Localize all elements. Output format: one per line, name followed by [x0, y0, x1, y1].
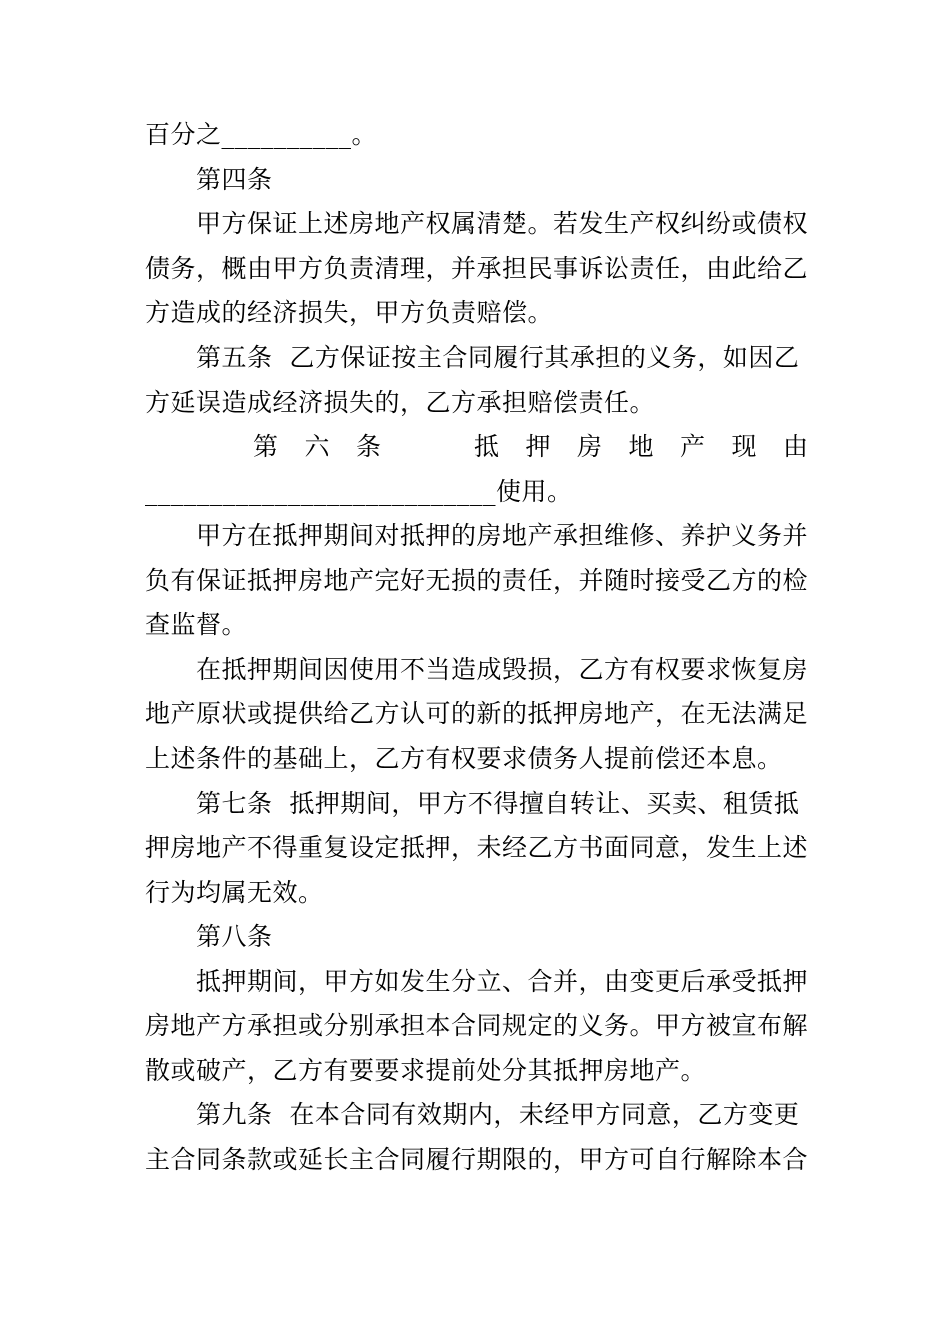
article-6-char: 第	[253, 432, 279, 461]
article-4-line-1: 甲方保证上述房地产权属清楚。若发生产权纠纷或债权	[196, 209, 809, 238]
article-7-line-3: 行为均属无效。	[145, 878, 324, 907]
article-7-line-1: 第七条 抵押期间，甲方不得擅自转让、买卖、租赁抵	[196, 789, 800, 818]
damage-line-2: 地产原状或提供给乙方认可的新的抵押房地产，在无法满足	[145, 699, 809, 728]
article-6-gap	[408, 432, 448, 462]
article-6-char: 产	[679, 432, 705, 461]
damage-line-3: 上述条件的基础上，乙方有权要求债务人提前偿还本息。	[145, 744, 783, 773]
text-line-percent: 百分之__________。	[145, 120, 378, 149]
article-6-char: 由	[782, 432, 808, 461]
damage-line-1: 在抵押期间因使用不当造成毁损，乙方有权要求恢复房	[196, 655, 809, 684]
article-4-line-3: 方造成的经济损失，甲方负责赔偿。	[145, 298, 554, 327]
article-6-char: 押	[525, 432, 551, 461]
article-4-heading: 第四条	[196, 165, 273, 194]
article-8-line-2: 房地产方承担或分别承担本合同规定的义务。甲方被宣布解	[145, 1011, 809, 1040]
article-8-heading: 第八条	[196, 922, 273, 951]
article-6-char: 抵	[473, 432, 499, 461]
maintenance-line-1: 甲方在抵押期间对抵押的房地产承担维修、养护义务并	[196, 521, 809, 550]
article-8-line-3: 散或破产，乙方有要要求提前处分其抵押房地产。	[145, 1056, 707, 1085]
article-6-char: 现	[731, 432, 757, 461]
article-4-line-2: 债务，概由甲方负责清理，并承担民事诉讼责任，由此给乙	[145, 254, 809, 283]
article-6-char: 地	[628, 432, 654, 461]
article-6-line-2: ___________________________使用。	[145, 477, 573, 506]
article-6-char: 六	[304, 432, 330, 461]
article-6-heading	[253, 432, 808, 462]
maintenance-line-2: 负有保证抵押房地产完好无损的责任，并随时接受乙方的检	[145, 566, 809, 595]
article-5-line-1: 第五条 乙方保证按主合同履行其承担的义务，如因乙	[196, 343, 800, 372]
article-8-line-1: 抵押期间，甲方如发生分立、合并，由变更后承受抵押	[196, 967, 809, 996]
article-9-line-2: 主合同条款或延长主合同履行期限的，甲方可自行解除本合	[145, 1145, 809, 1174]
article-6-char: 条	[356, 432, 382, 461]
article-6-char: 房	[576, 432, 602, 461]
article-7-line-2: 押房地产不得重复设定抵押，未经乙方书面同意，发生上述	[145, 833, 809, 862]
article-5-line-2: 方延误造成经济损失的，乙方承担赔偿责任。	[145, 388, 656, 417]
maintenance-line-3: 查监督。	[145, 610, 248, 639]
article-9-line-1: 第九条 在本合同有效期内，未经甲方同意，乙方变更	[196, 1100, 800, 1129]
